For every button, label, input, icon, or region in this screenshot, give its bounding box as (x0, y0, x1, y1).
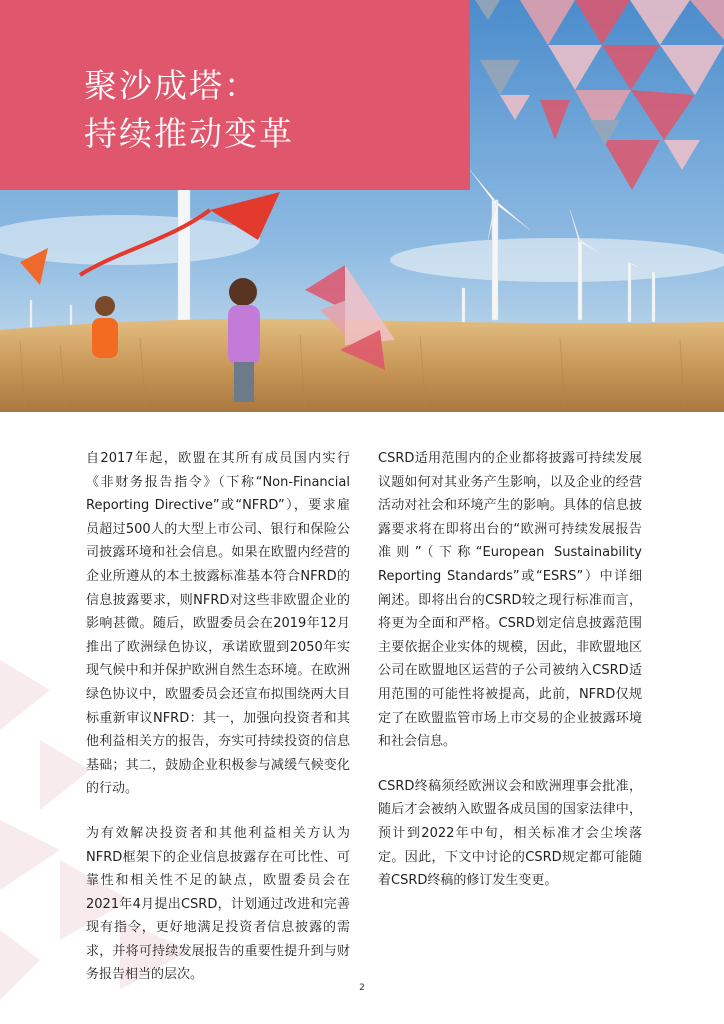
paragraph-csrd-proposal: 为有效解决投资者和其他利益相关方认为NFRD框架下的企业信息披露存在可比性、可靠性和相关性不足的缺点，欧盟委员会在2021年4月提出CSRD，计划通过改进和完善现有指令，更好地满足投资者信息披露的需求，并将可持续发展报告的重要性提升到与财务报告相当的层次。 (86, 825, 350, 983)
paragraph-nfrd-intro: 自2017年起，欧盟在其所有成员国内实行《非财务报告指令》（下称“Non-Financial Reporting Directive”或“NFRD”），要求雇员超过500人的大型上市公司、银行和保险公司披露环境和社会信息。如果在欧盟内经营的企业所遵从的本土披露标准基本符合NFRD的信息披露要求，则NFRD对这些非欧盟企业的影响甚微。随后，欧盟委员会在2019年12月推出了欧洲绿色协议，承诺欧盟到2050年实现气候中和并保护欧洲自然生态环境。在欧洲绿色协议中，欧盟委员会还宣布拟围绕两大目标重新审议NFRD：其一，加强向投资者和其他利益相关方的报告，夯实可持续投资的信息基础；其二，鼓励企业积极参与减缓气候变化的行动。 (86, 451, 350, 797)
hero-image (0, 0, 724, 412)
left-column (86, 447, 350, 1008)
title-line-2: 持续推动变革 (84, 114, 294, 153)
title-line-1: 聚沙成塔： (84, 66, 259, 105)
right-column (378, 447, 642, 914)
page-number: 2 (359, 983, 365, 993)
paragraph-csrd-scope: CSRD适用范围内的企业都将披露可持续发展议题如何对其业务产生影响，以及企业的经营活动对社会和环境产生的影响。具体的信息披露要求将在即将出台的“欧洲可持续发展报告准则”（下称“European Sustainability Reporting Standards”或“ESRS”）中详细阐述。即将出台的CSRD较之现行标准而言，将更为全面和严格。CSRD划定信息披露范围主要依据企业实体的规模，因此，非欧盟地区公司在欧盟地区运营的子公司被纳入CSRD适用范围的可能性将被提高，此前，NFRD仅规定了在欧盟监管市场上市交易的企业披露环境和社会信息。 (378, 451, 642, 750)
page-title (84, 62, 464, 158)
paragraph-csrd-approval: CSRD终稿须经欧洲议会和欧洲理事会批准，随后才会被纳入欧盟各成员国的国家法律中，预计到2022年中旬，相关标准才会尘埃落定。因此，下文中讨论的CSRD规定都可能随着CSRD终稿的修订发生变更。 (378, 778, 642, 889)
